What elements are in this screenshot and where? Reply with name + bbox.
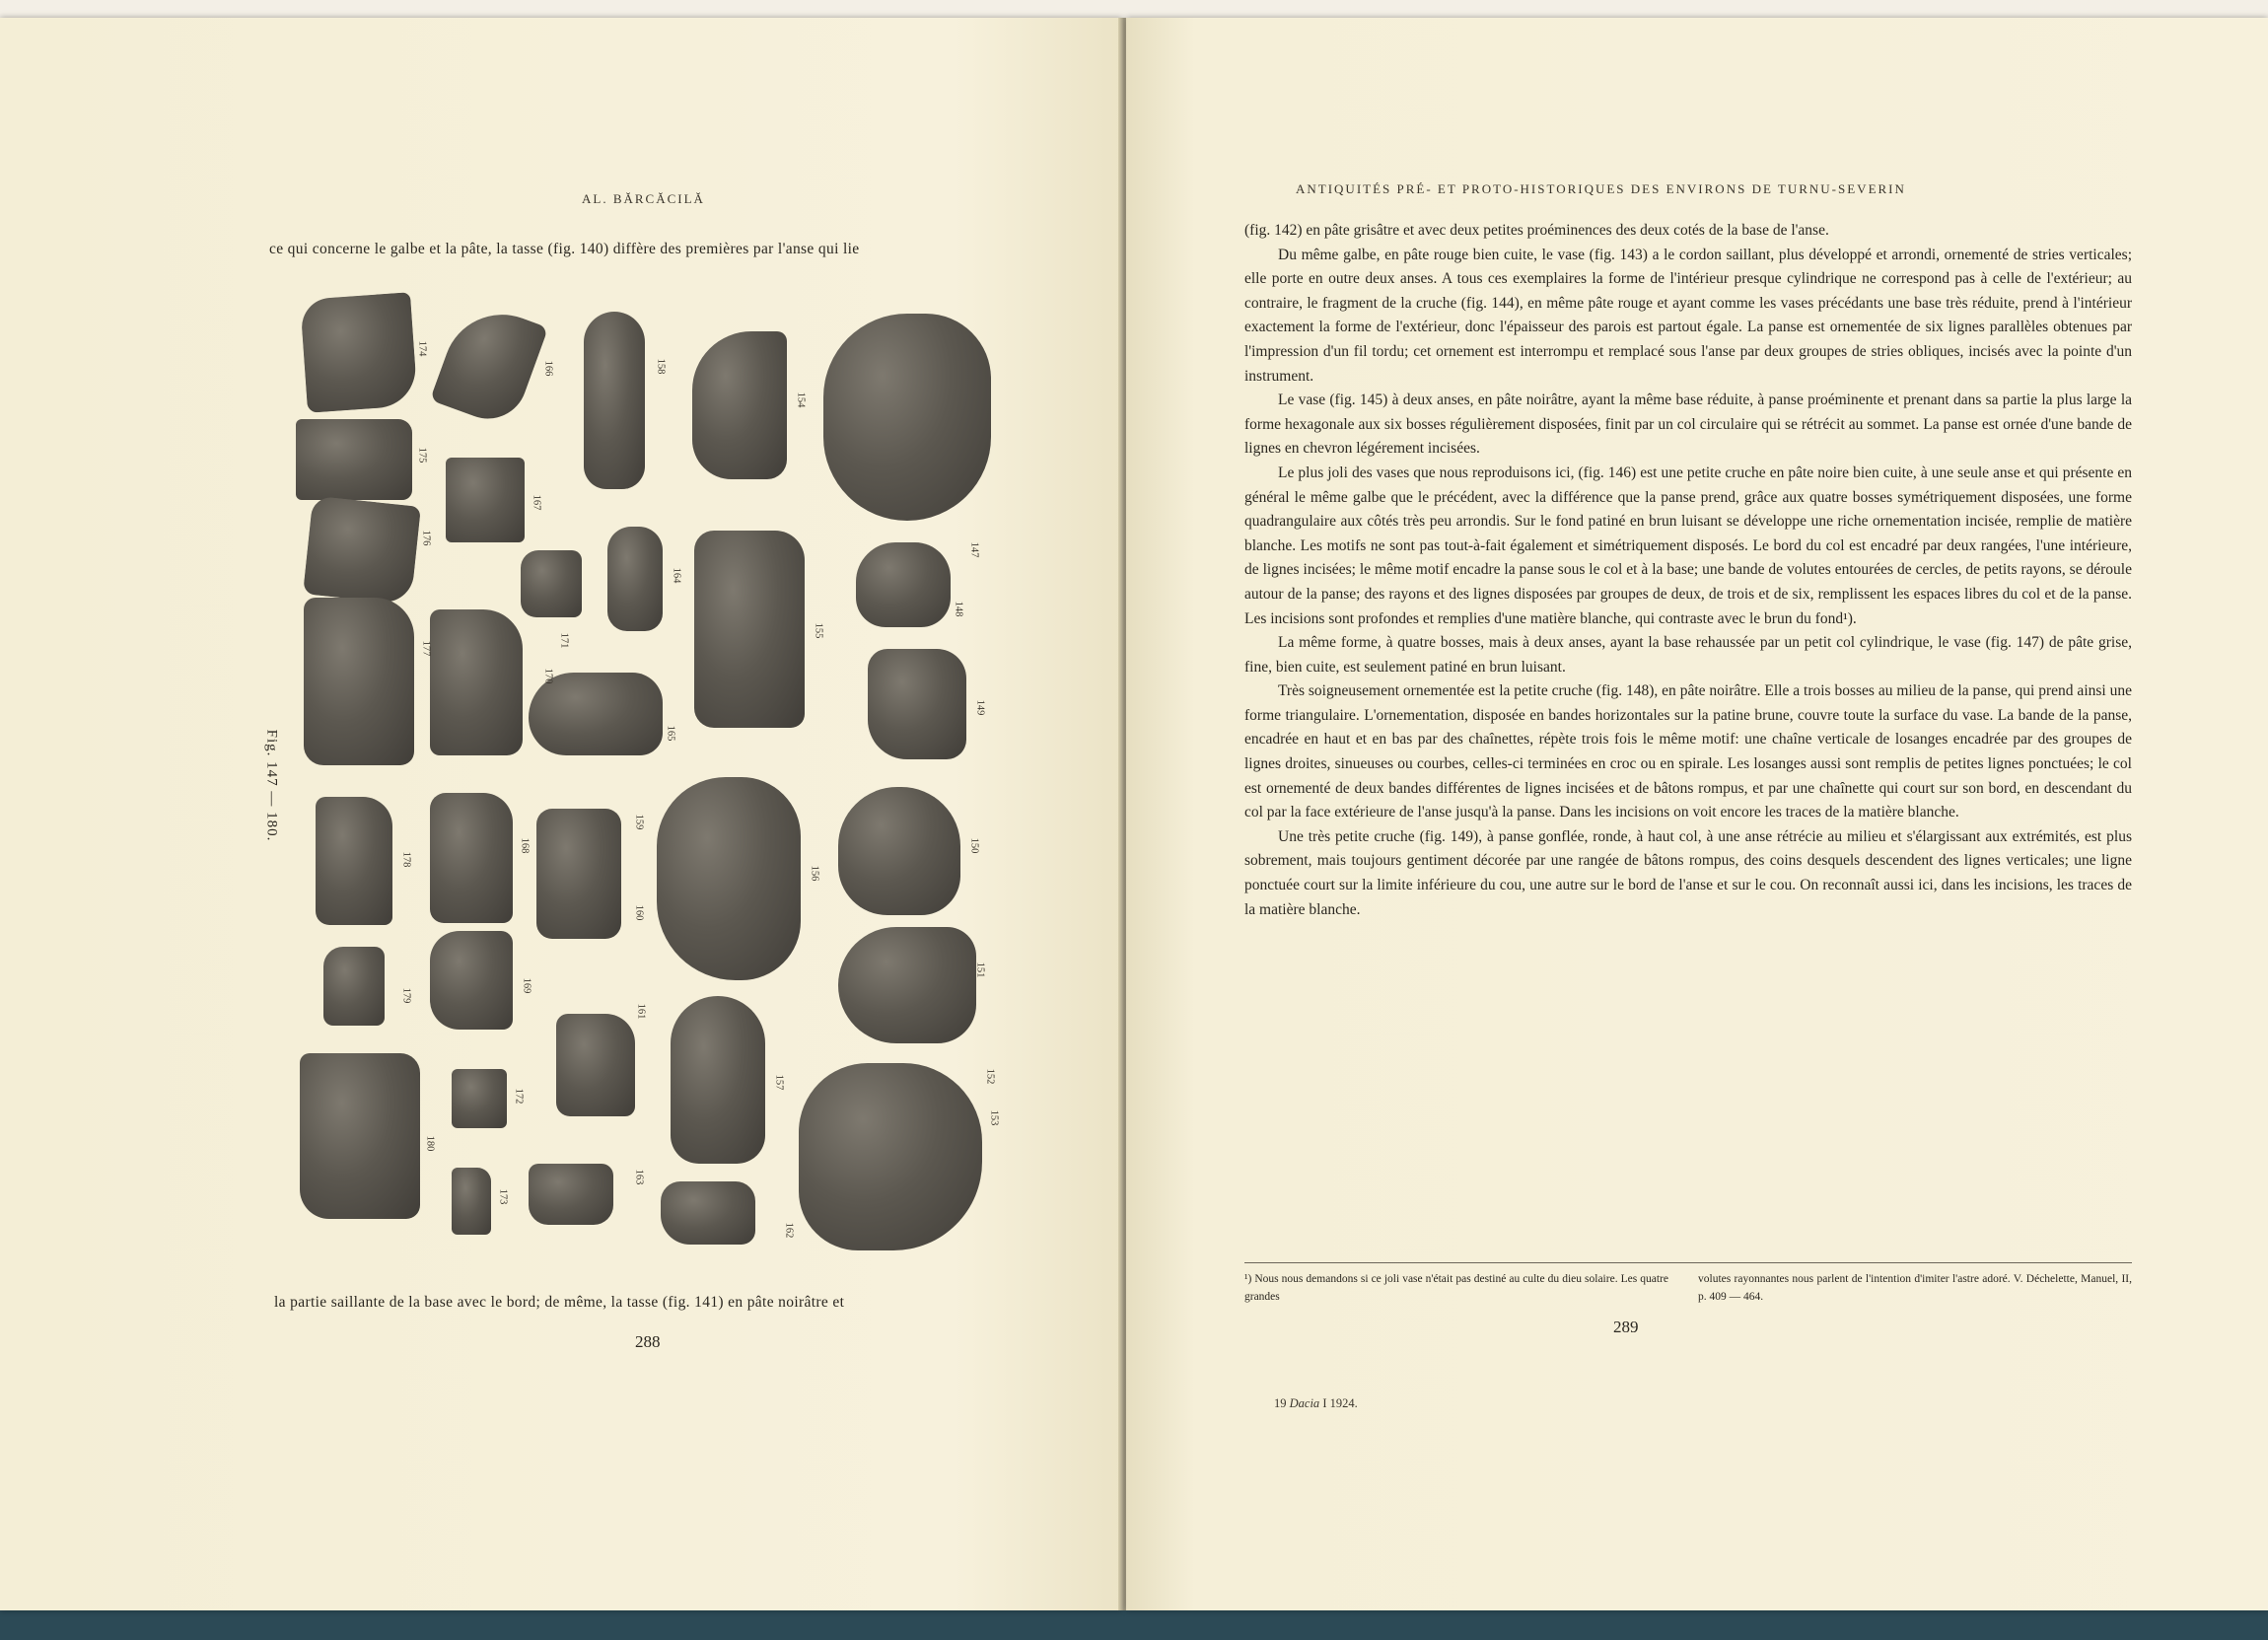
page-number-left: 288 [635, 1332, 661, 1351]
fig-num-151: 151 [974, 962, 986, 978]
shard-165 [536, 809, 621, 939]
footnote-col-right: volutes rayonnantes nous parlent de l'intention d'imiter l'astre adoré. V. Déchelette, Manuel, II, p. 409 — 464. [1698, 1273, 2132, 1303]
shard-180 [300, 1053, 420, 1219]
left-page [0, 18, 1122, 1610]
fig-num-175: 175 [416, 447, 428, 463]
fig-num-176: 176 [420, 530, 432, 546]
fig-num-148: 148 [953, 601, 964, 617]
footnote-rule [1244, 1262, 2132, 1263]
shard-160 [607, 527, 663, 631]
shard-161 [529, 1164, 613, 1225]
fig-num-160: 160 [633, 904, 645, 921]
running-head-right: ANTIQUITÉS PRÉ- ET PROTO-HISTORIQUES DES ENVIRONS DE TURNU-SEVERIN [1296, 181, 1906, 196]
fig-num-157: 157 [773, 1074, 785, 1091]
figure-plate [296, 284, 1006, 1280]
fig-num-156: 156 [809, 865, 820, 882]
top-text-line: ce qui concerne le galbe et la pâte, la tasse (fig. 140) diffère des premières par l'anse qui lie [269, 241, 860, 257]
paragraph-2: Du même galbe, en pâte rouge bien cuite, le vase (fig. 143) a le cordon saillant, plus développé et arrondi, ornementé de stries verticales; elle porte en outre deux anses. A tous ces exemplaires la forme de l'intérieur presque cylindrique ne correspond pas à celle de l'extérieur; au contraire, le fragment de la cruche (fig. 144), en même pâte rouge et ayant comme les vases précédants une base très réduite, prend à l'intérieur exactement la forme de l'extérieur, donc l'épaisseur des parois est partout égale. La panse est ornementée de six lignes parallèles obtenues par l'impression d'un fil tordu; cet ornement est interrompu et remplacé sous l'anse par deux groupes de stries obliques, incisés avec la pointe d'un instrument. [1244, 246, 2132, 385]
right-page [1126, 18, 2268, 1610]
footnote-col-left: ¹) Nous nous demandons si ce joli vase n'était pas destiné au culte du dieu solaire. Les quatre grandes [1244, 1273, 1668, 1303]
shard-166 [430, 298, 548, 429]
running-head-left: AL. BĂRCĂCILĂ [582, 191, 705, 206]
fig-num-152: 152 [984, 1068, 996, 1085]
fig-num-174: 174 [416, 340, 428, 357]
shard-151 [838, 927, 976, 1043]
shard-154 [692, 331, 787, 479]
fig-num-161: 161 [635, 1003, 647, 1020]
shard-174 [300, 292, 418, 413]
shard-176 [303, 496, 421, 606]
signature-number: 19 [1274, 1396, 1287, 1410]
fig-num-169: 169 [521, 977, 532, 994]
shard-157 [671, 996, 765, 1164]
paragraph-6: Très soigneusement ornementée est la petite cruche (fig. 148), en pâte noirâtre. Elle a trois bosses au milieu de la panse, qui prend ainsi une forme triangulaire. L'ornementation, disposée en bandes horizontales sur la patine brune, couvre toute la surface du vase. La bande de la panse, encadrée en haut et en bas par des chaînettes, répète trois fois le même motif: une chaîne verticale de losanges encadrée par des groupes de lignes droites, sinueuses ou courbes, celles-ci terminées en croc ou en spirale. Les losanges aussi sont remplis de petites lignes ponctuées; le col est ornementé de deux bandes différentes de lignes incisées et de bâtons rompus, et par une chaînette qui court sur son bord, en descendant du col par la face extérieure de l'anse jusqu'à la panse. Dans les incisions on voit encore les traces de la matière blanche. [1244, 682, 2132, 821]
fig-num-172: 172 [513, 1088, 525, 1105]
paragraph-7: Une très petite cruche (fig. 149), à panse gonflée, ronde, à haut col, à une anse rétrécie au milieu et s'élargissant aux extrémités, est plus sobrement, mais toujours gentiment décorée par une rangée de bâtons rompus, des coins desquels descendent des lignes verticales; une ligne ponctuée court sur la limite inférieure du cou, une autre sur le bord de l'anse et sur le cou. On reconnaît aussi ici, dans les incisions, les traces de la matière blanche. [1244, 827, 2132, 918]
fig-num-179: 179 [400, 987, 412, 1004]
fig-num-178: 178 [400, 851, 412, 868]
fig-num-171: 171 [558, 632, 570, 649]
fig-num-168: 168 [519, 837, 531, 854]
fig-num-149: 149 [974, 699, 986, 716]
fig-num-163: 163 [633, 1169, 645, 1185]
fig-num-164: 164 [671, 567, 682, 584]
shard-171 [521, 550, 582, 617]
shard-156 [657, 777, 801, 980]
shard-179 [323, 947, 385, 1026]
signature-volume: I 1924. [1322, 1396, 1358, 1410]
paragraph-3: Le vase (fig. 145) à deux anses, en pâte noirâtre, ayant la même base réduite, à panse proéminente et prenant dans sa partie la plus large la forme hexagonale aux six bosses régulièrement disposées, finit par un col circulaire qui se rétrécit au sommet. La panse est ornée d'une bande de lignes en chevron légérement incisées. [1244, 392, 2132, 458]
shard-169 [430, 931, 513, 1030]
shard-167 [446, 458, 525, 542]
fig-num-155: 155 [813, 622, 824, 639]
fig-num-153: 153 [988, 1109, 1000, 1126]
shard-149 [868, 649, 966, 759]
shard-147 [823, 314, 991, 521]
fig-num-154: 154 [795, 392, 807, 408]
fig-num-180: 180 [424, 1135, 436, 1152]
paragraph-4: Le plus joli des vases que nous reproduisons ici, (fig. 146) est une petite cruche en pâte noire bien cuite, à une seule anse et qui présente en général le même galbe que le précédent, avec la différence que la panse prend, grâce aux quatre bosses symétriquement disposées, une forme quadrangulaire aux côtés très peu arrondis. Sur le fond patiné en brun luisant se développe une riche ornementation incisée, remplie de matière blanche. Les motifs ne sont pas tout-à-fait également et simétriquement disposés. Le bord du col est encadré par deux rangées, l'une intérieure, de lignes incisées; le même motif encadre la panse sous le col et à la base; une bande de volutes entourées de cercles, de petits rayons, se déroule autour de la panse; des rayons et des lignes disposées par groupes de deux, de trois et de six, remplissent les espaces libres du col et de la panse. Les incisions sont profondes et remplies d'une matière blanche, qui contraste avec le brun du fond¹). [1244, 463, 2132, 627]
shard-164 [529, 673, 663, 755]
shard-172 [452, 1069, 507, 1128]
bottom-text-line: la partie saillante de la base avec le bord; de même, la tasse (fig. 141) en pâte noirâtre et [274, 1294, 845, 1311]
shard-175 [296, 419, 412, 500]
shard-150 [838, 787, 960, 915]
shard-155 [694, 531, 805, 728]
shard-170 [430, 609, 523, 755]
plate-caption: Fig. 147 — 180. [263, 729, 280, 842]
shard-148 [856, 542, 951, 627]
body-text-column [1244, 219, 2132, 922]
shard-178 [316, 797, 392, 925]
fig-num-162: 162 [783, 1222, 795, 1239]
fig-num-177: 177 [420, 640, 432, 657]
shard-173 [452, 1168, 491, 1235]
signature-title: Dacia [1289, 1396, 1320, 1410]
fig-num-150: 150 [968, 837, 980, 854]
fig-num-165: 165 [665, 725, 676, 742]
fig-num-167: 167 [531, 494, 542, 511]
page-number-right: 289 [1613, 1318, 1639, 1336]
shard-162 [799, 1063, 982, 1250]
paragraph-1: (fig. 142) en pâte grisâtre et avec deux petites proéminences des deux cotés de la base de l'anse. [1244, 222, 1829, 239]
fig-num-147: 147 [968, 541, 980, 558]
printer-signature [1274, 1396, 1358, 1411]
fig-num-170: 170 [542, 668, 554, 684]
fig-num-158: 158 [655, 358, 667, 375]
fig-num-173: 173 [497, 1188, 509, 1205]
fig-num-159: 159 [633, 814, 645, 830]
paragraph-5: La même forme, à quatre bosses, mais à deux anses, ayant la base rehaussée par un petit col cylindrique, le vase (fig. 147) de pâte grise, fine, bien cuite, est seulement patiné en brun luisant. [1244, 634, 2132, 676]
fig-num-166: 166 [542, 360, 554, 377]
shard-177 [304, 598, 414, 765]
shard-159 [556, 1014, 635, 1116]
shard-163 [661, 1181, 755, 1245]
shard-168 [430, 793, 513, 923]
shard-158 [584, 312, 645, 489]
